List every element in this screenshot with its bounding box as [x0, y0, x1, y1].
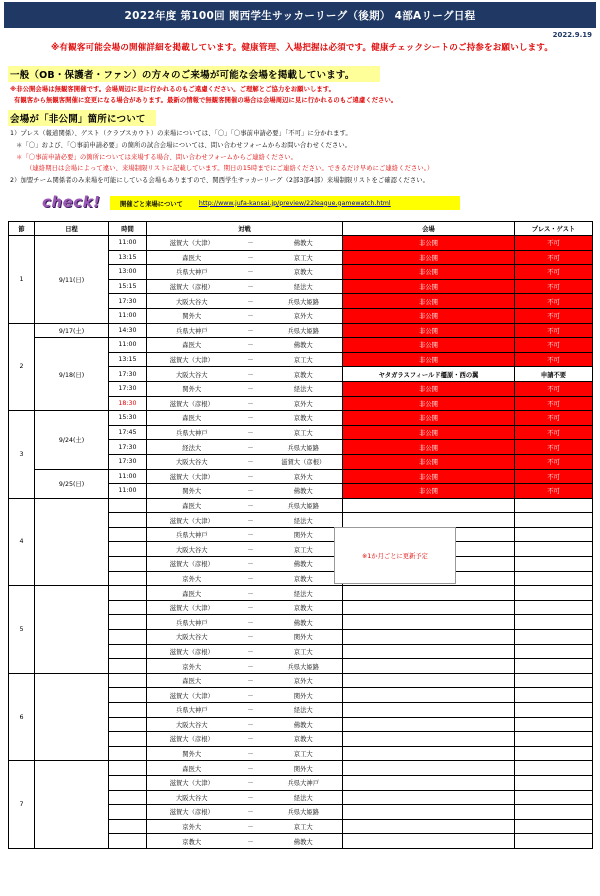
section-closed-line: ＊「〇事前申請必要」の箇所については来場する場合、問い合わせフォームからご連絡ください。 [16, 154, 298, 161]
venue-cell [343, 834, 515, 849]
round-cell: 3 [9, 411, 35, 499]
vs-dash: － [237, 440, 265, 455]
vs-dash: － [237, 294, 265, 309]
away-team-cell: 京工大 [265, 425, 343, 440]
home-team-cell: 滋賀大（大津） [147, 688, 237, 703]
vs-dash: － [237, 746, 265, 761]
vs-dash: － [237, 411, 265, 426]
vs-dash: － [237, 761, 265, 776]
vs-dash: － [237, 425, 265, 440]
venue-cell [343, 746, 515, 761]
header-round: 節 [9, 222, 35, 236]
venue-cell: 非公開 [343, 411, 515, 426]
venue-cell: 非公開 [343, 236, 515, 251]
vs-dash: － [237, 819, 265, 834]
away-team-cell: 京工大 [265, 352, 343, 367]
vs-dash: － [237, 732, 265, 747]
away-team-cell: 佛教大 [265, 338, 343, 353]
press-cell [515, 717, 593, 732]
time-cell [109, 819, 147, 834]
time-cell [109, 542, 147, 557]
away-team-cell: 佛教大 [265, 615, 343, 630]
press-cell [515, 557, 593, 572]
press-cell: 不可 [515, 440, 593, 455]
section-closed-line: （連絡期日は会場によって違い、来場制限リストに記載しています。期日の15時までにご連絡ください。できるだけ早めにご連絡ください。） [26, 165, 434, 172]
venue-cell [343, 498, 515, 513]
venue-cell: 非公開 [343, 396, 515, 411]
away-team-cell: 兵県大姫路 [265, 659, 343, 674]
table-row [9, 338, 593, 353]
vs-dash: － [237, 557, 265, 572]
press-cell [515, 513, 593, 528]
vs-dash: － [237, 367, 265, 382]
time-cell: 15:30 [109, 411, 147, 426]
press-cell: 不可 [515, 265, 593, 280]
press-cell [515, 644, 593, 659]
vs-dash: － [237, 630, 265, 645]
vs-dash: － [237, 571, 265, 586]
time-cell [109, 498, 147, 513]
time-cell [109, 703, 147, 718]
time-cell: 14:30 [109, 323, 147, 338]
round-cell: 4 [9, 498, 35, 586]
venue-cell: 非公開 [343, 279, 515, 294]
home-team-cell: 兵県大神戸 [147, 527, 237, 542]
away-team-cell: 経法大 [265, 703, 343, 718]
away-team-cell: 京教大 [265, 265, 343, 280]
press-cell: 不可 [515, 294, 593, 309]
time-cell [109, 761, 147, 776]
away-team-cell: 京教大 [265, 367, 343, 382]
home-team-cell: 京教大 [147, 834, 237, 849]
check-label: 開催ごと来場について [120, 200, 183, 208]
venue-cell [343, 600, 515, 615]
press-cell [515, 732, 593, 747]
check-link-bar [110, 196, 460, 210]
press-cell [515, 761, 593, 776]
time-cell [109, 557, 147, 572]
venue-cell: 非公開 [343, 265, 515, 280]
press-cell [515, 527, 593, 542]
venue-cell: 非公開 [343, 294, 515, 309]
update-date: 2022.9.19 [552, 31, 592, 39]
vs-dash: － [237, 396, 265, 411]
vs-dash: － [237, 703, 265, 718]
press-cell: 不可 [515, 352, 593, 367]
press-cell [515, 834, 593, 849]
venue-cell: 非公開 [343, 440, 515, 455]
venue-cell: ヤタガラスフィールド橿原・西の翼 [343, 367, 515, 382]
date-cell [35, 586, 109, 674]
vs-dash: － [237, 308, 265, 323]
table-row [9, 236, 593, 251]
home-team-cell: 兵県大神戸 [147, 615, 237, 630]
away-team-cell: 京工大 [265, 250, 343, 265]
time-cell [109, 571, 147, 586]
venue-cell [343, 790, 515, 805]
round-cell: 2 [9, 323, 35, 411]
home-team-cell: 滋賀大（大津） [147, 513, 237, 528]
venue-cell [343, 659, 515, 674]
time-cell: 11:00 [109, 338, 147, 353]
away-team-cell: 関外大 [265, 761, 343, 776]
section-general-heading: 一般（OB・保護者・ファン）の方々のご来場が可能な会場を掲載しています。 [8, 66, 380, 82]
header-date: 日程 [35, 222, 109, 236]
press-cell: 不可 [515, 469, 593, 484]
home-team-cell: 大阪大谷大 [147, 454, 237, 469]
date-cell: 9/17(土) [35, 323, 109, 338]
press-cell [515, 688, 593, 703]
round-cell: 1 [9, 236, 35, 324]
vs-dash: － [237, 790, 265, 805]
time-cell [109, 688, 147, 703]
venue-cell: 非公開 [343, 308, 515, 323]
press-cell [515, 542, 593, 557]
home-team-cell: 滋賀大（大津） [147, 469, 237, 484]
vs-dash: － [237, 454, 265, 469]
home-team-cell: 兵県大神戸 [147, 323, 237, 338]
home-team-cell: 森医大 [147, 338, 237, 353]
venue-cell: 非公開 [343, 484, 515, 499]
home-team-cell: 関外大 [147, 746, 237, 761]
time-cell [109, 790, 147, 805]
venue-cell [343, 615, 515, 630]
away-team-cell: 佛教大 [265, 236, 343, 251]
vs-dash: － [237, 265, 265, 280]
section-closed-heading: 会場が「非公開」箇所について [8, 110, 156, 126]
date-cell [35, 761, 109, 849]
table-row [9, 673, 593, 688]
time-cell [109, 834, 147, 849]
away-team-cell: 佛教大 [265, 834, 343, 849]
round-cell: 5 [9, 586, 35, 674]
away-team-cell: 佛教大 [265, 557, 343, 572]
home-team-cell: 滋賀大（大津） [147, 236, 237, 251]
time-cell: 11:00 [109, 484, 147, 499]
away-team-cell: 京外大 [265, 308, 343, 323]
vs-dash: － [237, 673, 265, 688]
update-note-box: ※1か月ごとに更新予定 [334, 527, 456, 584]
press-cell [515, 703, 593, 718]
date-cell [35, 498, 109, 586]
header-time: 時間 [109, 222, 147, 236]
home-team-cell: 大阪大谷大 [147, 367, 237, 382]
venue-cell: 非公開 [343, 469, 515, 484]
home-team-cell: 京外大 [147, 819, 237, 834]
time-cell [109, 615, 147, 630]
away-team-cell: 京工大 [265, 819, 343, 834]
time-cell: 13:15 [109, 250, 147, 265]
away-team-cell: 兵県大姫路 [265, 323, 343, 338]
page-title: 2022年度 第100回 関西学生サッカーリーグ（後期） 4部Aリーグ日程 [4, 2, 596, 28]
venue-cell: 非公開 [343, 323, 515, 338]
home-team-cell: 滋賀大（彦根） [147, 279, 237, 294]
press-cell: 不可 [515, 338, 593, 353]
home-team-cell: 大阪大谷大 [147, 717, 237, 732]
venue-cell [343, 688, 515, 703]
home-team-cell: 兵県大神戸 [147, 425, 237, 440]
venue-cell [343, 732, 515, 747]
venue-cell [343, 717, 515, 732]
header-match: 対戦 [147, 222, 343, 236]
venue-cell [343, 644, 515, 659]
press-cell: 不可 [515, 454, 593, 469]
press-cell [515, 630, 593, 645]
away-team-cell: 経法大 [265, 513, 343, 528]
vs-dash: － [237, 805, 265, 820]
venue-cell [343, 513, 515, 528]
table-row [9, 411, 593, 426]
away-team-cell: 京教大 [265, 411, 343, 426]
time-cell: 17:30 [109, 381, 147, 396]
time-cell [109, 527, 147, 542]
away-team-cell: 兵県大姫路 [265, 294, 343, 309]
away-team-cell: 兵県大神戸 [265, 775, 343, 790]
home-team-cell: 滋賀大（彦根） [147, 732, 237, 747]
date-cell: 9/24(土) [35, 411, 109, 469]
home-team-cell: 兵県大神戸 [147, 703, 237, 718]
vs-dash: － [237, 250, 265, 265]
home-team-cell: 大阪大谷大 [147, 630, 237, 645]
table-row [9, 469, 593, 484]
away-team-cell: 兵県大姫路 [265, 440, 343, 455]
time-cell [109, 600, 147, 615]
vs-dash: － [237, 717, 265, 732]
time-cell [109, 659, 147, 674]
venue-cell [343, 819, 515, 834]
home-team-cell: 森医大 [147, 250, 237, 265]
away-team-cell: 経法大 [265, 790, 343, 805]
venue-cell: 非公開 [343, 250, 515, 265]
vs-dash: － [237, 644, 265, 659]
time-cell [109, 513, 147, 528]
away-team-cell: 京工大 [265, 644, 343, 659]
time-cell: 11:00 [109, 308, 147, 323]
home-team-cell: 京外大 [147, 659, 237, 674]
away-team-cell: 京教大 [265, 600, 343, 615]
venue-cell: 非公開 [343, 425, 515, 440]
home-team-cell: 大阪大谷大 [147, 542, 237, 557]
table-row [9, 323, 593, 338]
home-team-cell: 関外大 [147, 308, 237, 323]
vs-dash: － [237, 323, 265, 338]
time-cell: 13:00 [109, 265, 147, 280]
press-cell [515, 659, 593, 674]
home-team-cell: 滋賀大（彦根） [147, 805, 237, 820]
table-row [9, 498, 593, 513]
venue-cell [343, 630, 515, 645]
away-team-cell: 佛教大 [265, 484, 343, 499]
time-cell: 17:45 [109, 425, 147, 440]
press-cell [515, 498, 593, 513]
away-team-cell: 経法大 [265, 586, 343, 601]
time-cell: 17:30 [109, 454, 147, 469]
time-cell: 11:00 [109, 469, 147, 484]
away-team-cell: 経法大 [265, 279, 343, 294]
press-cell [515, 615, 593, 630]
press-cell [515, 746, 593, 761]
vs-dash: － [237, 615, 265, 630]
home-team-cell: 兵県大神戸 [147, 265, 237, 280]
date-cell [35, 673, 109, 761]
home-team-cell: 滋賀大（大津） [147, 352, 237, 367]
home-team-cell: 森医大 [147, 586, 237, 601]
vs-dash: － [237, 659, 265, 674]
venue-cell [343, 775, 515, 790]
time-cell [109, 746, 147, 761]
away-team-cell: 関外大 [265, 527, 343, 542]
section-closed-line: 1）プレス（報道関係）、ゲスト（クラブスカウト）の来場については、「〇」「〇事前申請必要」「不可」に分かれます。 [10, 130, 352, 137]
press-cell [515, 790, 593, 805]
press-cell: 不可 [515, 279, 593, 294]
away-team-cell: 兵県大姫路 [265, 498, 343, 513]
home-team-cell: 滋賀大（大津） [147, 600, 237, 615]
away-team-cell: 関外大 [265, 630, 343, 645]
home-team-cell: 経法大 [147, 440, 237, 455]
header-press: プレス・ゲスト [515, 222, 593, 236]
home-team-cell: 関外大 [147, 484, 237, 499]
round-cell: 7 [9, 761, 35, 849]
home-team-cell: 大阪大谷大 [147, 790, 237, 805]
time-cell: 18:30 [109, 396, 147, 411]
date-cell: 9/11(日) [35, 236, 109, 324]
home-team-cell: 森医大 [147, 498, 237, 513]
time-cell [109, 805, 147, 820]
check-url-link[interactable]: http://www.jufa-kansai.jp/preview/22league.gamewatch.html [198, 199, 391, 207]
section-general-line: 有観客から無観客開催に変更になる場合があります。最新の情報で無観客開催の場合は会場周辺に見に行かれるのもご遠慮ください。 [14, 97, 398, 104]
vs-dash: － [237, 600, 265, 615]
time-cell [109, 717, 147, 732]
venue-cell [343, 586, 515, 601]
time-cell: 15:15 [109, 279, 147, 294]
press-cell: 不可 [515, 425, 593, 440]
venue-cell [343, 761, 515, 776]
home-team-cell: 大阪大谷大 [147, 294, 237, 309]
press-cell: 不可 [515, 411, 593, 426]
venue-cell: 非公開 [343, 454, 515, 469]
check-logo: check! [42, 193, 101, 211]
press-cell [515, 819, 593, 834]
press-cell [515, 600, 593, 615]
away-team-cell: 滋賀大（彦根） [265, 454, 343, 469]
away-team-cell: 京工大 [265, 542, 343, 557]
vs-dash: － [237, 542, 265, 557]
press-cell [515, 775, 593, 790]
time-cell [109, 586, 147, 601]
home-team-cell: 関外大 [147, 381, 237, 396]
home-team-cell: 滋賀大（彦根） [147, 557, 237, 572]
away-team-cell: 京外大 [265, 469, 343, 484]
vs-dash: － [237, 484, 265, 499]
header-venue: 会場 [343, 222, 515, 236]
vs-dash: － [237, 469, 265, 484]
vs-dash: － [237, 279, 265, 294]
time-cell [109, 775, 147, 790]
date-cell: 9/25(日) [35, 469, 109, 498]
press-cell: 不可 [515, 396, 593, 411]
vs-dash: － [237, 352, 265, 367]
health-notice: ※有観客可能会場の開催詳細を掲載しています。健康管理、入場把握は必須です。健康チェックシートのご持参をお願いします。 [50, 43, 554, 53]
venue-cell: 非公開 [343, 352, 515, 367]
section-closed-line: 2）加盟チーム関係者のみ来場を可能にしている会場もありますので、関西学生サッカーリーグ（2部3部4部）来場制限リストをご確認ください。 [10, 177, 430, 184]
away-team-cell: 京外大 [265, 673, 343, 688]
home-team-cell: 森医大 [147, 673, 237, 688]
press-cell: 不可 [515, 484, 593, 499]
away-team-cell: 京教大 [265, 571, 343, 586]
venue-cell: 非公開 [343, 338, 515, 353]
time-cell [109, 673, 147, 688]
vs-dash: － [237, 236, 265, 251]
time-cell: 11:00 [109, 236, 147, 251]
away-team-cell: 関外大 [265, 688, 343, 703]
away-team-cell: 京工大 [265, 746, 343, 761]
section-general-line: ※非公開会場は無観客開催です。会場周辺に見に行かれるのもご遠慮ください。ご理解とご協力をお願いします。 [10, 86, 336, 93]
schedule-table [8, 221, 593, 849]
vs-dash: － [237, 513, 265, 528]
venue-cell [343, 703, 515, 718]
home-team-cell: 滋賀大（大津） [147, 775, 237, 790]
vs-dash: － [237, 834, 265, 849]
time-cell [109, 732, 147, 747]
press-cell: 不可 [515, 381, 593, 396]
press-cell [515, 805, 593, 820]
venue-cell: 非公開 [343, 381, 515, 396]
vs-dash: － [237, 338, 265, 353]
vs-dash: － [237, 498, 265, 513]
home-team-cell: 京外大 [147, 571, 237, 586]
time-cell [109, 644, 147, 659]
table-row [9, 586, 593, 601]
time-cell [109, 630, 147, 645]
table-header-row [9, 222, 593, 236]
press-cell [515, 586, 593, 601]
time-cell: 17:30 [109, 367, 147, 382]
time-cell: 13:15 [109, 352, 147, 367]
vs-dash: － [237, 688, 265, 703]
press-cell [515, 673, 593, 688]
away-team-cell: 経法大 [265, 381, 343, 396]
home-team-cell: 滋賀大（彦根） [147, 396, 237, 411]
away-team-cell: 京教大 [265, 732, 343, 747]
press-cell: 不可 [515, 236, 593, 251]
press-cell [515, 571, 593, 586]
section-closed-line: ＊「〇」および、「〇事前申請必要」の箇所の試合会場については、問い合わせフォームからお問い合わせください。 [16, 142, 352, 149]
press-cell: 不可 [515, 308, 593, 323]
away-team-cell: 兵県大姫路 [265, 805, 343, 820]
table-row [9, 761, 593, 776]
date-cell: 9/18(日) [35, 338, 109, 411]
vs-dash: － [237, 527, 265, 542]
venue-cell [343, 805, 515, 820]
away-team-cell: 佛教大 [265, 717, 343, 732]
vs-dash: － [237, 381, 265, 396]
vs-dash: － [237, 586, 265, 601]
venue-cell [343, 673, 515, 688]
press-cell: 申請不要 [515, 367, 593, 382]
time-cell: 17:30 [109, 440, 147, 455]
home-team-cell: 森医大 [147, 411, 237, 426]
time-cell: 17:30 [109, 294, 147, 309]
vs-dash: － [237, 775, 265, 790]
home-team-cell: 滋賀大（彦根） [147, 644, 237, 659]
away-team-cell: 京外大 [265, 396, 343, 411]
home-team-cell: 森医大 [147, 761, 237, 776]
press-cell: 不可 [515, 323, 593, 338]
round-cell: 6 [9, 673, 35, 761]
press-cell: 不可 [515, 250, 593, 265]
